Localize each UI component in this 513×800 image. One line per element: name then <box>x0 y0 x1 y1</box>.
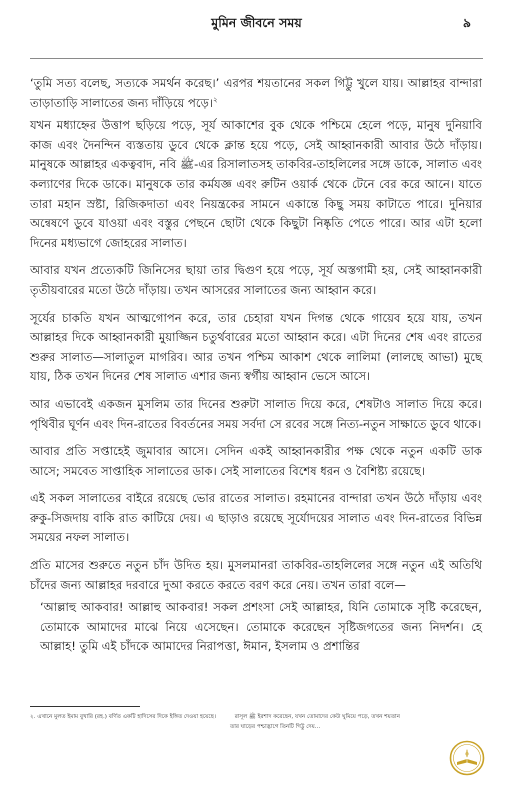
header-divider <box>30 58 483 59</box>
footnote-part-1: এখানে মুলত ইমাম বুখারি (রহ.) বর্ণিত একটি হাদিসের দিকে ইঙ্গিত দেওয়া হয়েছে। <box>37 714 217 720</box>
footnote-line-1 <box>30 712 400 722</box>
chapter-title: মুমিন জীবনে সময় <box>211 15 302 30</box>
footnote-divider <box>30 706 140 707</box>
footnote-marker: ২. <box>30 714 36 720</box>
footnote-left <box>30 712 216 722</box>
paragraph-3: আবার যখন প্রত্যেকটি জিনিসের ছায়া তার দ্বিগুণ হয়ে পড়ে, সূর্য অস্তগামী হয়, সেই আহ্বানকারী তৃতীয়বারের মতো উঠে দাঁড়ায়। তখন আসরের সালাতের জন্য আহ্বান করে। <box>30 263 482 297</box>
paragraph-2: যখন মধ্যাহ্নের উত্তাপ ছড়িয়ে পড়ে, সূর্য আকাশের বুক থেকে পশ্চিমে হেলে পড়ে, মানুষ দুনিয়াবি কাজ এবং দৈনন্দিন ব্যস্ততায় ডুবে থেকে ক্লান্ত হয়ে পড়ে, সেই আহ্বানকারী আবার উঠে দাঁড়ায়। মানুষকে আল্লাহর একত্ববাদ, নবি ﷺ-এর রিসালাতসহ তাকবির-তাহলিলের সঙ্গে ডাকে, সালাত এবং কল্যাণের দিকে ডাকে। মানুষকে তার কর্মযজ্ঞ এবং রুটিন ওয়ার্ক থেকে টেনে বের করে আনে। যাতে তারা মহান স্রষ্টা, রিজিকদাতা এবং নিয়ন্ত্রকের সামনে একান্তে কিছু সময় কাটাতে পারে। দুনিয়ার অন্বেষণে ডুবে যাওয়া এবং বস্তুর পেছনে ছোটা থেকে কিছুটা নিষ্কৃতি পেতে পারে। আর এটা হলো দিনের মধ্যভাগে জোহরের সালাত। <box>30 118 482 250</box>
book-pen-emblem-icon <box>449 740 485 776</box>
paragraph-8: প্রতি মাসের শুরুতে নতুন চাঁদ উদিত হয়। মুসলমানরা তাকবির-তাহলিলের সঙ্গে নতুন এই অতিথি চাঁদের জন্য আল্লাহর দরবারে দুআ করতে করতে বরণ করে নেয়। তখন তারা বলে— <box>30 558 482 592</box>
paragraph-5: আর এভাবেই একজন মুসলিম তার দিনের শুরুটা সালাত দিয়ে করে, শেষটাও সালাত দিয়ে করে। পৃথিবীর ঘূর্ণন এবং দিন-রাতের বিবর্তনের সময় সর্বদা সে রবের সঙ্গে নিত্য-নতুন সাক্ষাতে ডুবে থাকে। <box>30 396 482 431</box>
running-header <box>0 10 513 34</box>
footnote-line-2: তার ঘাড়ের পশ্চাদ্ভাগে তিনটি গিট্টু দেয়... <box>230 724 321 730</box>
footnote-part-2: রাসূল ﷺ ইরশাদ করেছেন, যখন তোমাদের কেউ ঘুমিয়ে পড়ে, তখন শয়তান <box>234 714 400 720</box>
paragraph-1-text: ‘তুমি সত্য বলেছ, সত্যকে সমর্থন করেছ।’ এরপর শয়তানের সকল গিট্টু খুলে যায়। আল্লাহর বান্দারা তাড়াতাড়ি সালাতের জন্য দাঁড়িয়ে পড়ে। <box>30 76 482 110</box>
dua-quote: ‘আল্লাহু আকবার! আল্লাহু আকবার! সকল প্রশংসা সেই আল্লাহর, যিনি তোমাকে সৃষ্টি করেছেন, তোমাকে আমাদের মাঝে নিয়ে এসেছেন। তোমাকে করেছেন সৃষ্টিজগতের জন্য নিদর্শন। হে আল্লাহ! তুমি এই চাঁদকে আমাদের নিরাপত্তা, ঈমান, ইসলাম ও প্রশান্তির <box>40 600 482 654</box>
page-number: ৯ <box>462 15 471 30</box>
body-text <box>30 74 482 657</box>
paragraph-4: সূর্যের চাকতি যখন আত্মগোপন করে, তার চেহারা যখন দিগন্ত থেকে গায়েব হয়ে যায়, তখন আল্লাহর দিকে আহ্বানকারী মুয়াজ্জিন চতুর্থবারের মতো আহ্বান করে। এটা দিনের শেষ এবং রাতের শুরুর সালাত—সালাতুল মাগরিব। আর তখন পশ্চিম আকাশ থেকে লালিমা (লালছে আভা) মুছে যায়, ঠিক তখন দিনের শেষ সালাত এশার জন্য স্বর্গীয় আহ্বান ভেসে আসে। <box>30 310 482 384</box>
footnote-ref: ২ <box>213 95 218 104</box>
paragraph-1 <box>30 74 482 113</box>
paragraph-7: এই সকল সালাতের বাইরে রয়েছে ভোর রাতের সালাত। রহমানের বান্দারা তখন উঠে দাঁড়ায় এবং রুকু-সিজদায় বাকি রাত কাটিয়ে দেয়। এ ছাড়াও রয়েছে সূর্যোদয়ের সালাত এবং দিন-রাতের বিভিন্ন সময়ের নফল সালাত। <box>30 491 482 545</box>
footnotes <box>30 712 400 732</box>
paragraph-6: আবার প্রতি সপ্তাহেই জুমাবার আসে। সেদিন একই আহ্বানকারীর পক্ষ থেকে নতুন একটি ডাক আসে; সমবেত সাপ্তাহিক সালাতের ডাক। সেই সালাতের বিশেষ ধরন ও বৈশিষ্ট্য রয়েছে। <box>30 444 482 478</box>
